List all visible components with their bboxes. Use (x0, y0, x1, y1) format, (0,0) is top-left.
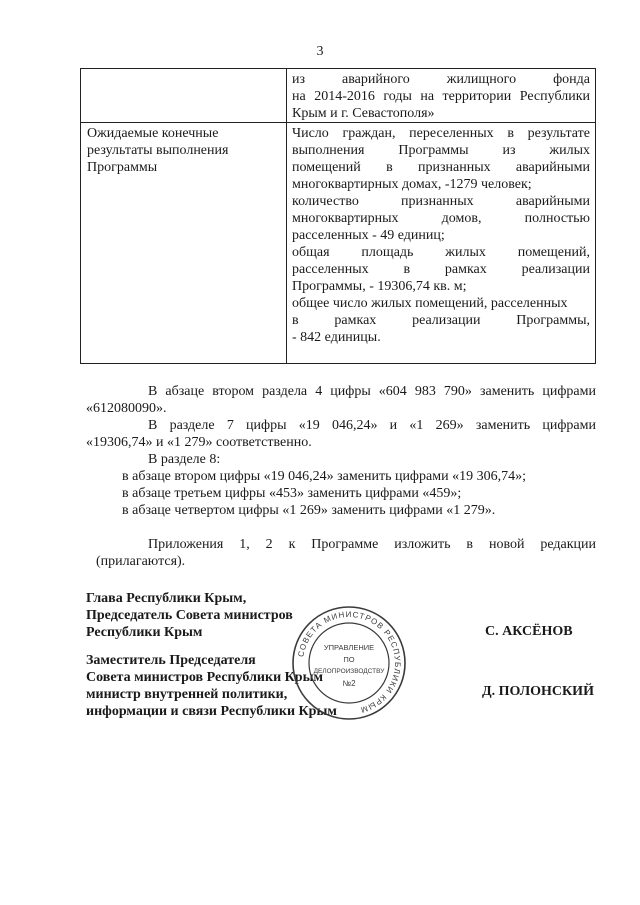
table-text-line: Крым и г. Севастополя» (292, 106, 435, 121)
table-text-line: общее число жилых помещений, расселенных (292, 296, 568, 311)
table-text-line: Программы, - 19306,74 кв. м; (292, 279, 467, 294)
signatory-name-1: С. АКСЁНОВ (485, 624, 573, 639)
table-text-line: расселенных - 49 единиц; (292, 228, 445, 243)
table-column-divider (286, 69, 287, 363)
table-text-line: многоквартирных домов, полностью (292, 211, 590, 226)
stamp-line: ДЕЛОПРОИЗВОДСТВУ (313, 668, 385, 675)
table-text-line: выполнения Программы из жилых (292, 143, 590, 158)
paragraph-line: «19306,74» и «1 279» соответственно. (86, 435, 312, 450)
signatory-title-line: Совета министров Республики Крым (86, 670, 324, 685)
paragraph-line: (прилагаются). (96, 554, 186, 569)
table-text-line: многоквартирных домах, -1279 человек; (292, 177, 532, 192)
table-text-line: из аварийного жилищного фонда (292, 72, 590, 87)
stamp-line: №2 (342, 679, 356, 688)
table-row2-left-cell (87, 125, 277, 176)
table-row-divider (81, 122, 595, 123)
table-text-line: помещений в признанных аварийными (292, 160, 590, 175)
table-text-line: на 2014-2016 годы на территории Республики (292, 89, 590, 104)
list-item: в абзаце третьем цифры «453» заменить цифрами «459»; (122, 486, 462, 501)
table-row1-right-cell (292, 71, 590, 122)
table-row2-right-cell (292, 125, 590, 346)
program-table (80, 68, 596, 364)
table-text-line: результаты выполнения (87, 143, 229, 158)
paragraph-line: «612080090». (86, 401, 167, 416)
paragraph-line: В абзаце втором раздела 4 цифры «604 983 790» заменить цифрами (148, 384, 596, 399)
signatory-title-line: Глава Республики Крым, (86, 591, 247, 606)
signatory-title-line: Заместитель Председателя (86, 653, 256, 668)
table-text-line: количество признанных аварийными (292, 194, 590, 209)
list-item: в абзаце четвертом цифры «1 269» заменить цифрами «1 279». (122, 503, 496, 518)
signatory-title-1 (86, 590, 293, 641)
section-heading: В разделе 8: (148, 452, 221, 467)
page-number: 3 (316, 44, 324, 59)
table-text-line: расселенных в рамках реализации (292, 262, 590, 277)
table-text-line: Число граждан, переселенных в результате (292, 126, 590, 141)
official-stamp (290, 604, 408, 722)
table-text-line: в рамках реализации Программы, (292, 313, 590, 328)
stamp-line: УПРАВЛЕНИЕ (323, 643, 375, 652)
list-item: в абзаце втором цифры «19 046,24» заменить цифрами «19 306,74»; (122, 469, 526, 484)
signatory-name-2: Д. ПОЛОНСКИЙ (482, 684, 594, 699)
signatory-title-line: Председатель Совета министров (86, 608, 293, 623)
paragraph-line: Приложения 1, 2 к Программе изложить в новой редакции (148, 537, 596, 552)
table-text-line: Ожидаемые конечные (87, 126, 219, 141)
stamp-line: ПО (343, 655, 355, 664)
table-text-line: - 842 единицы. (292, 330, 381, 345)
paragraph-line: В разделе 7 цифры «19 046,24» и «1 269» заменить цифрами (148, 418, 596, 433)
signatory-title-line: министр внутренней политики, (86, 687, 288, 702)
table-text-line: общая площадь жилых помещений, (292, 245, 590, 260)
stamp-outer-text: СОВЕТА МИНИСТРОВ РЕСПУБЛИКИ КРЫМ (296, 609, 403, 715)
signatory-title-line: Республики Крым (86, 625, 203, 640)
signatory-title-line: информации и связи Республики Крым (86, 704, 337, 719)
table-text-line: Программы (87, 160, 158, 175)
